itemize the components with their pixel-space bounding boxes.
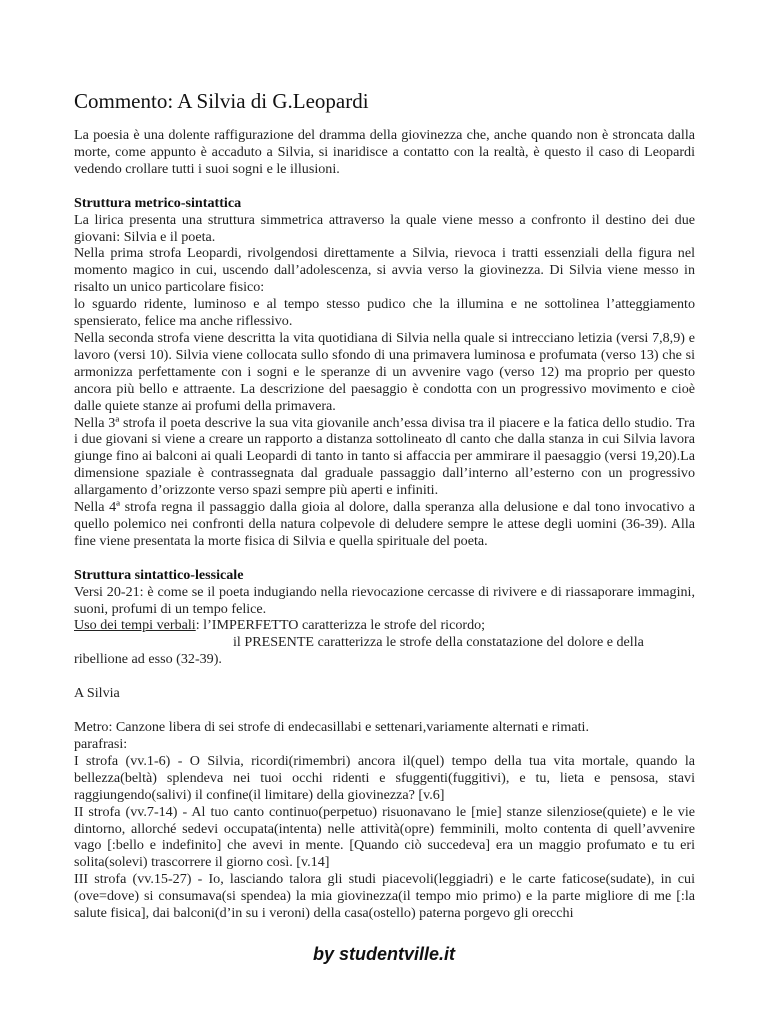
section-heading-lessicale: Struttura sintattico-lessicale bbox=[74, 566, 244, 583]
section1-paragraph-5: Nella 3ª strofa il poeta descrive la sua vita giovanile anch’essa divisa tra il piacere e la fatica dello studio. Tra i due giovani si viene a creare un rapporto a distanza sottolineato dl canto che dalla stanza in cui Silvia lavora giunge fino ai balconi ai quali Leopardi di tanto in tanto si affaccia per ammirare il paesaggio (versi 19,20).La dimensione spaziale è contrassegnata dal graduale passaggio dall’interno all’esterno con un progressivo allargamento d’orizzonte verso spazi sempre più aperti e infiniti. bbox=[74, 414, 695, 499]
intro-paragraph: La poesia è una dolente raffigurazione del dramma della giovinezza che, anche quando non è stroncata dalla morte, come appunto è accaduto a Silvia, si inaridisce a contatto con la realtà, è questo il caso di Leopardi vedendo crollare tutti i suoi sogni e le illusioni. bbox=[74, 127, 695, 177]
document-title: Commento: A Silvia di G.Leopardi bbox=[74, 89, 369, 113]
presente-line-1: il PRESENTE caratterizza le strofe della constatazione del dolore e della bbox=[233, 634, 644, 651]
footer-credit: by studentville.it bbox=[312, 944, 456, 964]
poem-metro: Metro: Canzone libera di sei strofe di endecasillabi e settenari,variamente alternati e rimati. bbox=[74, 719, 589, 736]
section2-paragraph-1: Versi 20-21: è come se il poeta indugiando nella rievocazione cercasse di rivivere e di riassaporare immagini, suoni, profumi di un tempo felice. bbox=[74, 583, 695, 617]
document-page bbox=[74, 88, 695, 922]
section1-paragraph-3: lo sguardo ridente, luminoso e al tempo stesso pudico che la illumina e ne sottolinea l’atteggiamento spensierato, felice ma anche riflessivo. bbox=[74, 296, 695, 330]
section-heading-metrico: Struttura metrico-sintattica bbox=[74, 194, 242, 211]
strofa-2: II strofa (vv.7-14) - Al tuo canto continuo(perpetuo) risuonavano le [mie] stanze silenziose(quiete) e le vie dintorno, allorché sedevi occupata(intenta) nelle attività(opre) femminili, molto contenta di quell’avvenire vago [:bello e indefinito] che avevi in mente. [Quando ciò succedeva] era un maggio profumato e tu eri solita(solevi) trascorrere il giorno così. [v.14] bbox=[74, 803, 695, 871]
presente-line-2: ribellione ad esso (32-39). bbox=[74, 651, 222, 668]
poem-title: A Silvia bbox=[74, 685, 120, 702]
section1-paragraph-4: Nella seconda strofa viene descritta la vita quotidiana di Silvia nella quale si intrecciano letizia (versi 7,8,9) e lavoro (versi 10). Silvia viene collocata sullo sfondo di una primavera luminosa e profumata (verso 13) che si armonizza perfettamente con i sogni e le speranze di un avvenire vago (verso 12) ma proprio per questo ancora più bello e attraente. La descrizione del paesaggio è condotta con un progressivo movimento e cioè dalle quiete stanze ai profumi della primavera. bbox=[74, 329, 695, 414]
tempi-verbali-line bbox=[74, 617, 695, 634]
strofa-3: III strofa (vv.15-27) - Io, lasciando talora gli studi piacevoli(leggiadri) e le carte faticose(sudate), in cui (ove=dove) si consumava(si spendea) la mia giovinezza(il tempo mio primo) e la parte migliore di me [:la salute fisica], dai balconi(d’in su i veroni) della casa(ostello) paterna porgevo gli orecchi bbox=[74, 871, 695, 922]
section1-paragraph-1: La lirica presenta una struttura simmetrica attraverso la quale viene messo a confronto il destino dei due giovani: Silvia e il poeta. bbox=[74, 211, 695, 245]
section1-paragraph-2: Nella prima strofa Leopardi, rivolgendosi direttamente a Silvia, rievoca i tratti essenziali della figura nel momento magico in cui, uscendo dall’adolescenza, si avvia verso la giovinezza. Di Silvia viene messo in risalto un unico particolare fisico: bbox=[74, 245, 695, 296]
tempi-verbali-label: Uso dei tempi verbali bbox=[74, 617, 196, 634]
section1-paragraph-6: Nella 4ª strofa regna il passaggio dalla gioia al dolore, dalla speranza alla delusione e dal tono invocativo a quello polemico nei confronti della natura colpevole di deludere sempre le attese degli uomini (36-39). Alla fine viene presentata la morte fisica di Silvia e quella spirituale del poeta. bbox=[74, 499, 695, 549]
parafrasi-label: parafrasi: bbox=[74, 736, 128, 752]
strofa-1: I strofa (vv.1-6) - O Silvia, ricordi(rimembri) ancora il(quel) tempo della tua vita mortale, quando la bellezza(beltà) splendeva nei tuoi occhi ridenti e sfuggenti(fuggitivi), e tu, lieta e pensosa, stavi raggiungendo(salivi) il confine(il limitare) della giovinezza? [v.6] bbox=[74, 752, 695, 803]
tempi-verbali-text: : l’IMPERFETTO caratterizza le strofe del ricordo; bbox=[195, 617, 486, 634]
